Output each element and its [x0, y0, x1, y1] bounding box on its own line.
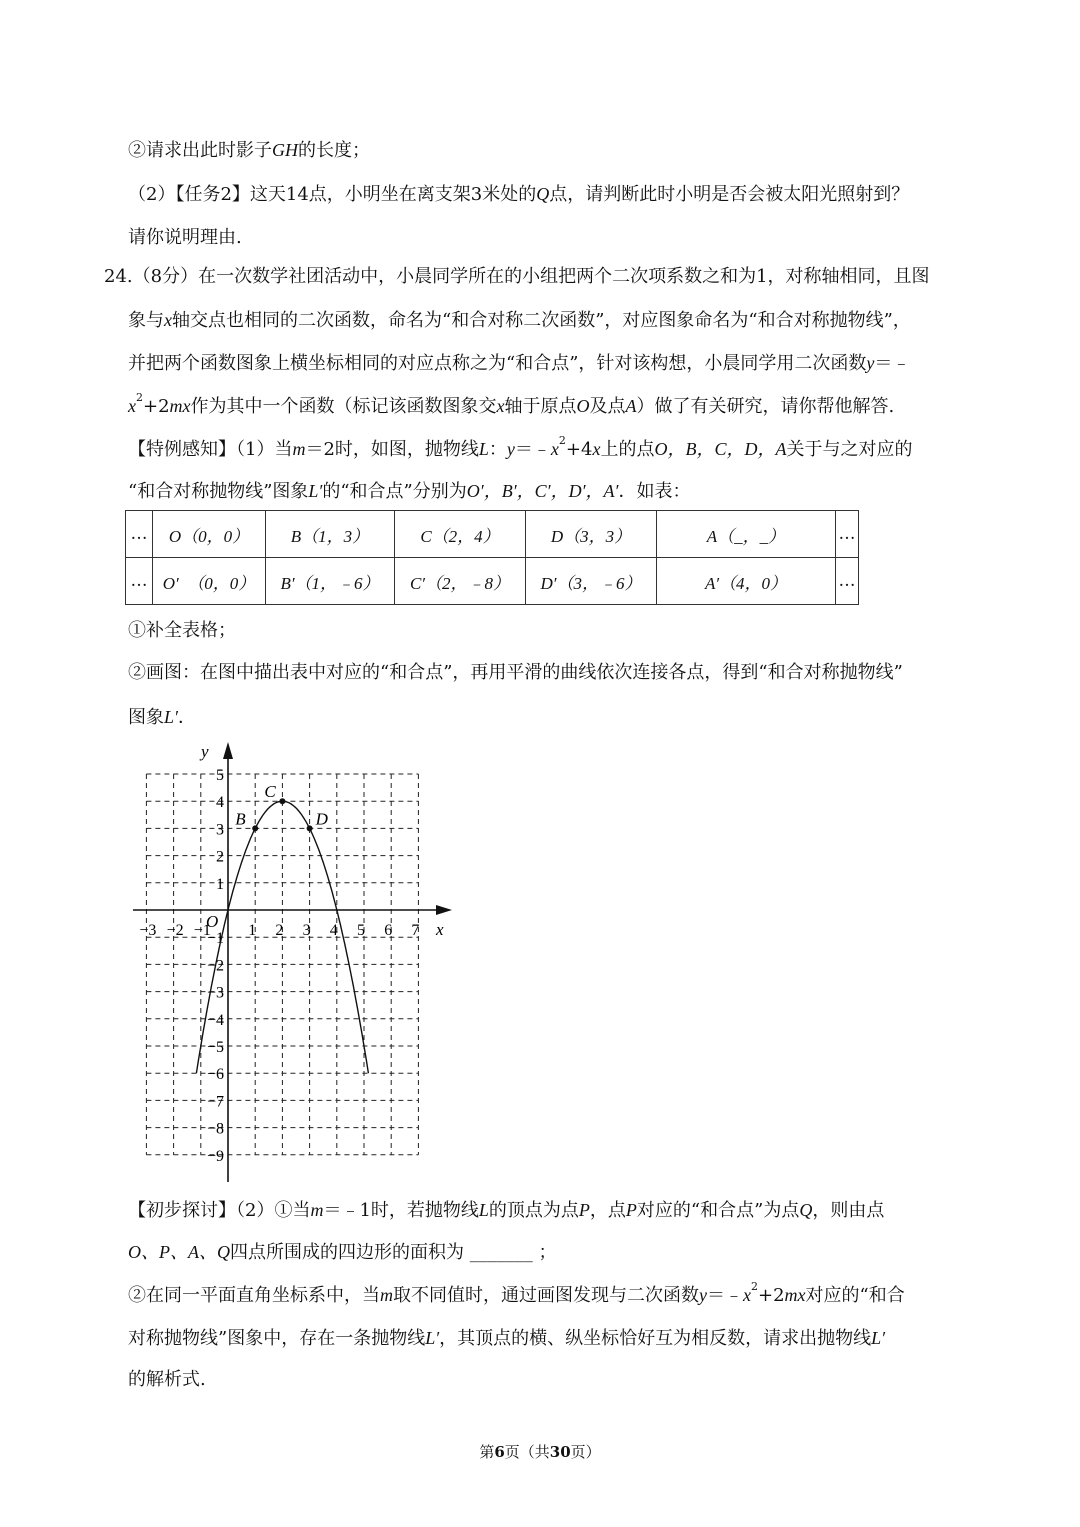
- point-label: B: [235, 809, 246, 829]
- y-tick-label: −7: [206, 1093, 224, 1111]
- text: ＝﹣: [874, 353, 911, 374]
- text: ，则由点: [812, 1200, 885, 1221]
- answer-blank: _______: [469, 1242, 533, 1263]
- table-cell: B′（1，﹣6）: [266, 558, 395, 605]
- text: ）做了有关研究，请你帮他解答.: [636, 396, 895, 417]
- text: L: [478, 1200, 489, 1220]
- table-row: [126, 511, 859, 558]
- text: ．如表：: [618, 481, 691, 502]
- text: “和合对称抛物线”图象: [128, 481, 309, 502]
- page-footer: [0, 1441, 1080, 1462]
- text: O: [576, 396, 590, 416]
- text: 对称抛物线”图象中，存在一条抛物线: [128, 1328, 426, 1349]
- origin-label: O: [206, 912, 219, 931]
- table-cell: O（0，0）: [153, 511, 266, 558]
- text: m: [310, 1200, 324, 1220]
- axes: [133, 742, 452, 1182]
- table-cell: C′（2，﹣8）: [395, 558, 526, 605]
- line-17: [128, 1367, 206, 1393]
- page-number: 6: [494, 1443, 505, 1461]
- text: 轴于原点: [504, 396, 577, 417]
- point-label: D: [315, 809, 328, 829]
- table-cell: C（2，4）: [395, 511, 526, 558]
- text: x: [164, 310, 172, 330]
- text: L′: [425, 1328, 440, 1348]
- y-tick-label: −3: [206, 984, 224, 1002]
- y-axis-arrow: [223, 742, 233, 759]
- text: 的顶点为点: [488, 1200, 579, 1221]
- line-14: [128, 1239, 556, 1266]
- text: 请你说明理由.: [128, 227, 242, 248]
- x-axis-label: x: [436, 920, 444, 939]
- line-15: [128, 1282, 905, 1309]
- y-tick-label: −2: [206, 957, 224, 975]
- text: ＝﹣: [514, 439, 551, 460]
- table-cell: B（1，3）: [266, 511, 395, 558]
- y-tick-label: 4: [216, 794, 224, 812]
- text: 关于与之对应的: [786, 439, 913, 460]
- text: m: [380, 1285, 393, 1305]
- x-tick-label: 2: [275, 922, 284, 939]
- text: 24.（8分）在一次数学社团活动中，小晨同学所在的小组把两个二次项系数之和为1，对称轴相同，且图: [104, 266, 930, 287]
- text: ，其顶点的横、纵坐标恰好互为相反数，请求出抛物线: [439, 1328, 872, 1349]
- table-cell: A（_，_）: [657, 511, 836, 558]
- text: 图象: [128, 707, 164, 728]
- text: A: [625, 396, 637, 416]
- x-tick-label: 1: [248, 922, 257, 939]
- y-tick-label: −8: [206, 1120, 224, 1138]
- text: ．: [177, 707, 196, 728]
- line-16: [128, 1325, 885, 1352]
- point-b: [252, 825, 258, 831]
- text: L′: [164, 707, 178, 727]
- line-4: [104, 264, 930, 290]
- text: 2: [558, 434, 566, 447]
- text: x: [592, 439, 601, 459]
- text: ，点: [589, 1200, 626, 1221]
- x-tick-label: −3: [139, 922, 157, 939]
- x-tick-label: 3: [302, 922, 311, 939]
- text: 象与: [128, 310, 164, 331]
- text: 页）: [570, 1443, 601, 1461]
- x-tick-label: −1: [193, 922, 211, 939]
- text: Q: [536, 184, 550, 204]
- text: L′: [871, 1328, 886, 1348]
- text: m: [292, 439, 306, 459]
- text: y: [699, 1285, 707, 1305]
- text: 点，请判断此时小明是否会被太阳光照射到？: [549, 184, 910, 205]
- text: GH: [272, 140, 298, 160]
- text: +4: [565, 439, 593, 460]
- text: ＝﹣1时，若抛物线: [323, 1200, 479, 1221]
- text: 上的点: [600, 439, 655, 460]
- y-tick-label: 2: [216, 848, 224, 866]
- y-axis-label: y: [201, 742, 209, 761]
- y-tick-label: 3: [216, 821, 224, 839]
- text: x: [550, 439, 559, 459]
- text: y: [866, 353, 875, 373]
- y-tick-label: −6: [206, 1066, 224, 1084]
- text: P: [578, 1200, 590, 1220]
- point-label: C: [264, 782, 276, 802]
- text: L′: [308, 481, 323, 501]
- text: 【特例感知】（1）当: [128, 439, 293, 460]
- text: x: [128, 396, 136, 416]
- text: 四点所围成的四边形的面积为: [230, 1242, 464, 1263]
- text: 对应的“和合: [805, 1285, 905, 1306]
- text: +2: [758, 1285, 785, 1306]
- line-10: [128, 618, 236, 644]
- text: ＝2时，如图，抛物线: [305, 439, 479, 460]
- text: O′，B′，C′，D′，A′: [466, 481, 619, 501]
- text: 2: [136, 391, 143, 404]
- line-8: [128, 436, 912, 463]
- table-cell: …: [126, 558, 153, 605]
- text: y: [506, 439, 515, 459]
- text: ：: [488, 439, 507, 460]
- line-12: [128, 704, 196, 731]
- text: mx: [784, 1285, 806, 1305]
- table-cell: O′ （0，0）: [153, 558, 266, 605]
- x-tick-label: 5: [357, 922, 365, 939]
- text: ②请求出此时影子: [128, 140, 272, 161]
- text: 的长度；: [298, 140, 370, 161]
- table-cell: A′（4，0）: [657, 558, 836, 605]
- point-c: [279, 798, 285, 804]
- y-tick-label: −5: [206, 1039, 224, 1056]
- text: 并把两个函数图象上横坐标相同的对应点称之为“和合点”，针对该构想，小晨同学用二次函数: [128, 353, 867, 374]
- line-11: [128, 660, 903, 686]
- text: P: [625, 1200, 637, 1220]
- y-tick-label: −9: [206, 1147, 224, 1165]
- y-tick-label: 1: [216, 875, 224, 893]
- x-tick-label: −2: [166, 922, 184, 939]
- line-5: [128, 307, 911, 334]
- table-cell: …: [836, 558, 859, 605]
- y-tick-label: −1: [206, 930, 224, 948]
- x-tick-label: 6: [384, 922, 393, 939]
- text: 作为其中一个函数（标记该函数图象交: [190, 396, 497, 417]
- text: mx: [169, 396, 191, 416]
- text: ；: [538, 1242, 557, 1263]
- line-9: [128, 478, 690, 505]
- text: x: [743, 1285, 751, 1305]
- x-tick-label: 4: [329, 922, 338, 939]
- table-cell: D′（3，﹣6）: [526, 558, 657, 605]
- table-cell: D（3，3）: [526, 511, 657, 558]
- text: Q: [799, 1200, 813, 1220]
- text: 对应的“和合点”为点: [636, 1200, 800, 1221]
- labeled-points: [235, 782, 328, 831]
- table-cell: …: [836, 511, 859, 558]
- text: 的“和合点”分别为: [322, 481, 467, 502]
- line-1: [128, 137, 370, 164]
- text: O，B，C，D，A: [654, 439, 787, 459]
- text: 2: [751, 1280, 758, 1293]
- line-6: [128, 350, 910, 377]
- text: （2）【任务2】这天14点，小明坐在离支架3米处的: [128, 184, 537, 205]
- text: 的解析式.: [128, 1369, 206, 1390]
- line-7: [128, 393, 894, 420]
- text: O、P、A、Q: [128, 1242, 230, 1262]
- line-13: [128, 1197, 884, 1224]
- tick-labels: [139, 767, 419, 1165]
- text: 页（共: [504, 1443, 550, 1461]
- text: 取不同值时，通过画图发现与二次函数: [393, 1285, 699, 1306]
- text: 及点: [589, 396, 626, 417]
- dashed-grid: [146, 774, 418, 1155]
- text: ①补全表格；: [128, 620, 236, 641]
- text: 轴交点也相同的二次函数，命名为“和合对称二次函数”，对应图象命名为“和合对称抛物线”，: [172, 310, 911, 331]
- parabola-graph: [120, 735, 460, 1190]
- text: 第: [479, 1443, 495, 1461]
- x-tick-label: 7: [411, 922, 420, 939]
- text: ②在同一平面直角坐标系中，当: [128, 1285, 380, 1306]
- text: 【初步探讨】（2）①当: [128, 1200, 311, 1221]
- page-total: 30: [549, 1443, 571, 1461]
- text: +2: [143, 396, 170, 417]
- text: ②画图：在图中描出表中对应的“和合点”，再用平滑的曲线依次连接各点，得到“和合对称抛物线”: [128, 662, 903, 683]
- text: ＝﹣: [707, 1285, 743, 1306]
- x-axis-arrow: [436, 905, 452, 915]
- text: L: [478, 439, 489, 459]
- y-tick-label: 5: [216, 767, 224, 784]
- table-row: [126, 558, 859, 605]
- table-cell: …: [126, 511, 153, 558]
- y-tick-label: −4: [206, 1011, 224, 1029]
- coordinate-table: [125, 510, 859, 605]
- point-d: [307, 825, 313, 831]
- line-2: [128, 181, 909, 208]
- text: x: [496, 396, 505, 416]
- line-3: [128, 225, 242, 251]
